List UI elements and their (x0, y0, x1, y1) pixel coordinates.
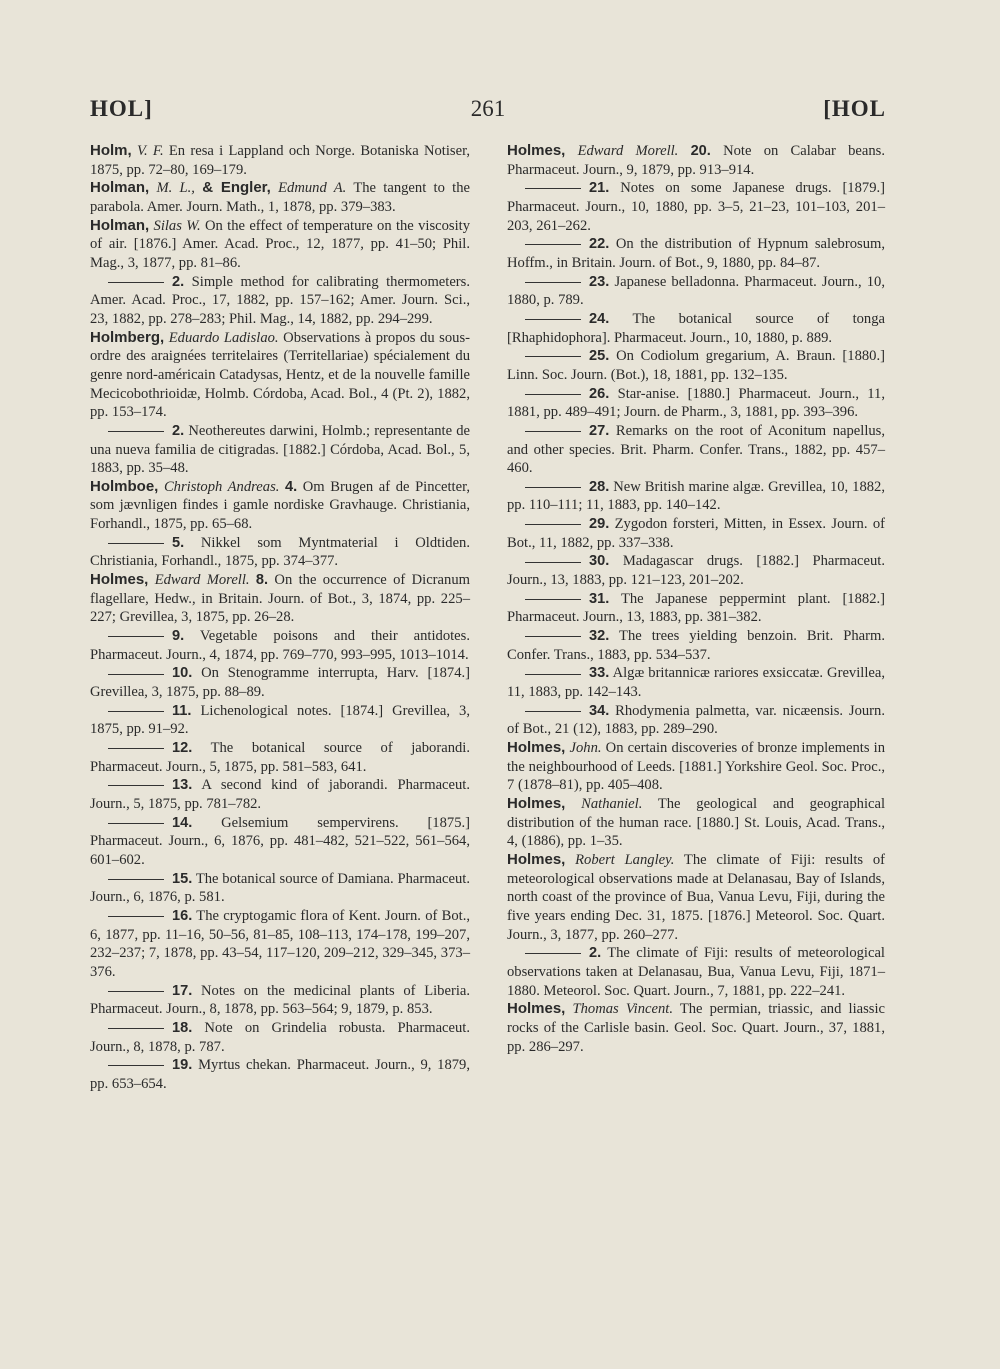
bibliography-subentry (90, 534, 470, 571)
ditto-dash (525, 431, 581, 432)
entry-number: 25. (589, 348, 610, 365)
entry-text: Lichenological notes. [1874.] Grevillea, 3, 1875, pp. 91–92. (90, 702, 471, 738)
entry-text: Japanese belladonna. Pharmaceut. Journ., 10, 1880, p. 789. (507, 273, 885, 309)
entry-number: 4. (285, 478, 298, 495)
bibliography-entry (90, 478, 470, 534)
header-left-guide: HOL] (90, 96, 153, 121)
ditto-dash (108, 636, 164, 637)
entry-text: Madagascar drugs. [1882.] Pharmaceut. Journ., 13, 1883, pp. 121–123, 201–202. (507, 553, 885, 589)
entry-number: 9. (172, 628, 185, 645)
entry-number: 20. (690, 143, 711, 159)
entry-number: 31. (589, 590, 610, 607)
author-surname: Holman, (90, 216, 150, 234)
bibliography-subentry (90, 739, 470, 776)
author-given-name: V. F. (136, 143, 164, 159)
bibliography-subentry (507, 422, 885, 478)
ditto-dash (525, 636, 581, 637)
entry-number: 17. (172, 982, 193, 999)
author-given-name: Eduardo Ladislao. (168, 329, 279, 346)
bibliography-subentry (90, 982, 470, 1019)
ditto-dash (108, 916, 164, 917)
bibliography-subentry (90, 273, 470, 329)
ditto-dash (525, 244, 581, 245)
entry-number: 11. (172, 702, 192, 719)
running-header (90, 96, 886, 130)
entry-number: 2. (172, 273, 185, 290)
entry-text: Myrtus chekan. Pharmaceut. Journ., 9, 1879, pp. 653–654. (90, 1057, 471, 1092)
entry-text: Note on Grindelia robusta. Pharmaceut. Journ., 8, 1878, p. 787. (90, 1019, 471, 1055)
ditto-dash (525, 524, 581, 525)
author-surname: Holmes, (507, 739, 566, 756)
bibliography-entry (90, 142, 470, 179)
bibliography-subentry (507, 590, 885, 627)
author-given-name: M. L., (156, 180, 195, 197)
entry-number: 23. (589, 273, 610, 290)
ditto-dash (525, 282, 581, 283)
ditto-dash (108, 543, 164, 544)
bibliography-subentry (90, 1019, 470, 1056)
right-column (507, 142, 885, 1056)
entry-text: On the distribution of Hypnum salebrosum, Hoffm., in Britain. Journ. of Bot., 9, 1880, pp. 84–87. (507, 236, 885, 271)
bibliography-entry (507, 851, 885, 944)
bibliography-entry (507, 142, 885, 179)
ditto-dash (525, 711, 581, 712)
entry-text: New British marine algæ. Grevillea, 10, 1882, pp. 110–111; 11, 1883, pp. 140–142. (507, 478, 885, 514)
entry-number: 29. (589, 516, 610, 533)
entry-number: 24. (589, 310, 610, 327)
entry-number: 33. (589, 665, 610, 682)
entry-number: 2. (589, 945, 602, 962)
author-surname: Holman, (90, 179, 150, 197)
ditto-dash (108, 1028, 164, 1029)
bibliography-subentry (90, 870, 470, 907)
ditto-dash (525, 319, 581, 320)
author-given-name: Edward Morell. (577, 143, 679, 159)
entry-text: Observations à propos du sous-ordre des araignées territelaires (Territellariae) spécialement du genre nord-américain Catadysas, Hentz, et de la nouvelle famille Mecicobothrioidæ, Holmb. Córdoba, Acad. Bol., 4 (Pt. 2), 1882, pp. 153–174. (90, 329, 470, 421)
entry-number: 13. (172, 777, 193, 794)
author-surname: Holmes, (507, 1000, 566, 1018)
entry-number: 22. (589, 236, 610, 253)
entry-text: En resa i Lappland och Norge. Botaniska Notiser, 1875, pp. 72–80, 169–179. (90, 143, 470, 178)
entry-text: On Codiolum gregarium, A. Braun. [1880.] Linn. Soc. Journ. (Bot.), 18, 1881, pp. 132–135. (507, 348, 885, 383)
entry-number: 16. (172, 907, 193, 924)
left-column (90, 142, 470, 1093)
bibliography-subentry (90, 814, 470, 870)
entry-text: The tangent to the parabola. Amer. Journ. Math., 1, 1878, pp. 379–383. (90, 180, 470, 215)
bibliography-entry (90, 329, 470, 422)
ditto-dash (108, 711, 164, 712)
entry-text: The botanical source of tonga [Rhaphidophora]. Pharmaceut. Journ., 10, 1880, p. 889. (507, 310, 886, 346)
ditto-dash (108, 748, 164, 749)
entry-number: 26. (589, 385, 610, 402)
ditto-dash (108, 282, 164, 283)
entry-text: The botanical source of jaborandi. Pharmaceut. Journ., 5, 1875, pp. 581–583, 641. (90, 740, 470, 775)
bibliography-entry (90, 217, 470, 273)
ditto-dash (525, 188, 581, 189)
bibliography-subentry (507, 944, 885, 1000)
entry-number: 19. (172, 1057, 193, 1074)
bibliography-subentry (507, 179, 885, 235)
ditto-dash (525, 487, 581, 488)
ditto-dash (525, 562, 581, 563)
entry-text: Neothereutes darwini, Holmb.; representante de una nueva familia de citigradas. [1882.] Córdoba, Acad. Bol., 5, 1883, pp. 35–48. (90, 422, 470, 477)
bibliography-subentry (507, 310, 885, 347)
entry-text: Om Brugen af de Pincetter, som jævnligen findes i gamle nordiske Gravhauge. Christiania, Forhandl., 1875, pp. 65–68. (90, 478, 470, 533)
ditto-dash (525, 599, 581, 600)
bibliography-subentry (90, 422, 470, 478)
ditto-dash (525, 394, 581, 395)
entry-text: Algæ britannicæ rariores exsiccatæ. Grevillea, 11, 1883, pp. 142–143. (507, 665, 885, 701)
bibliography-entry (90, 179, 470, 216)
author-given-name: Edward Morell. (154, 572, 250, 589)
author-given-name: Robert Langley. (575, 851, 675, 868)
bibliography-subentry (507, 235, 885, 272)
author-given-name: Nathaniel. (581, 795, 643, 812)
ditto-dash (108, 991, 164, 992)
ditto-dash (108, 431, 164, 432)
entry-text: Star-anise. [1880.] Pharmaceut. Journ., 11, 1881, pp. 489–491; Journ. de Pharm., 3, 1881, pp. 393–396. (507, 385, 885, 421)
entry-text: The climate of Fiji: results of meteorological observations taken at Delanasau, Bua, Vanua Levu, Fiji, 1871–1880. Meteorol. Soc. Quart. Journ., 7, 1881, pp. 222–241. (507, 945, 885, 999)
entry-text: The permian, triassic, and liassic rocks of the Carlisle basin. Geol. Soc. Quart. Journ., 37, 1881, pp. 286–297. (507, 1001, 885, 1055)
bibliography-entry (507, 739, 885, 795)
entry-number: 5. (172, 534, 185, 551)
entry-text: The trees yielding benzoin. Brit. Pharm. Confer. Trans., 1883, pp. 534–537. (507, 628, 885, 663)
bibliography-subentry (90, 664, 470, 701)
entry-number: 30. (589, 553, 610, 570)
bibliography-subentry (507, 385, 885, 422)
entry-text: Vegetable poisons and their antidotes. Pharmaceut. Journ., 4, 1874, pp. 769–770, 993–995, 1013–1014. (90, 628, 470, 663)
author-given-name: Thomas Vincent. (572, 1001, 673, 1018)
bibliography-subentry (507, 627, 885, 664)
bibliography-subentry (507, 552, 885, 589)
author-surname: Holmes, (90, 571, 149, 589)
bibliography-entry (507, 1000, 885, 1056)
page-number: 261 (470, 96, 506, 121)
entry-text: Rhodymenia palmetta, var. nicæensis. Journ. of Bot., 21 (12), 1883, pp. 289–290. (507, 702, 885, 738)
entry-number: 8. (255, 572, 269, 589)
author-given-name: Silas W. (153, 217, 201, 234)
ditto-dash (108, 674, 164, 675)
ditto-dash (108, 879, 164, 880)
author-surname: Holmes, (507, 142, 566, 159)
author-given-name: Christoph Andreas. (163, 478, 280, 495)
ditto-dash (525, 953, 581, 954)
entry-text: Notes on the medicinal plants of Liberia. Pharmaceut. Journ., 8, 1878, pp. 563–564; 9, 1879, p. 853. (90, 982, 470, 1018)
bibliography-subentry (507, 515, 885, 552)
bibliography-subentry (507, 664, 885, 701)
entry-number: 2. (172, 422, 185, 439)
bibliography-subentry (90, 627, 470, 664)
entry-text: Notes on some Japanese drugs. [1879.] Pharmaceut. Journ., 10, 1880, pp. 3–5, 21–23, 101–103, 201–203, 261–262. (507, 180, 885, 234)
coauthor-given-name: Edmund A. (278, 180, 347, 197)
entry-number: 32. (589, 628, 610, 645)
entry-text: Remarks on the root of Aconitum napellus, and other species. Brit. Pharm. Confer. Trans., 1882, pp. 457–460. (507, 422, 885, 477)
entry-number: 10. (172, 665, 193, 682)
author-surname: Holmes, (507, 794, 566, 812)
entry-number: 34. (589, 702, 610, 719)
bibliography-subentry (507, 702, 885, 739)
entry-text: Simple method for calibrating thermometers. Amer. Acad. Proc., 17, 1882, pp. 157–162; Amer. Journ. Sci., 23, 1882, pp. 278–283; Phil. Mag., 14, 1882, pp. 294–299. (90, 273, 470, 327)
author-given-name: John. (569, 740, 602, 756)
author-surname: Holmes, (507, 850, 566, 868)
entry-number: 12. (172, 740, 193, 756)
bibliography-subentry (507, 273, 885, 310)
ditto-dash (108, 823, 164, 824)
entry-text: Zygodon forsteri, Mitten, in Essex. Journ. of Bot., 11, 1882, pp. 337–338. (507, 516, 885, 551)
bibliography-subentry (90, 1056, 470, 1093)
entry-number: 21. (589, 180, 610, 197)
ditto-dash (108, 1065, 164, 1066)
bibliography-subentry (90, 776, 470, 813)
bibliography-entry (507, 795, 885, 851)
bibliography-entry (90, 571, 470, 627)
header-right-guide: [HOL (823, 96, 886, 121)
entry-text: Note on Calabar beans. Pharmaceut. Journ., 9, 1879, pp. 913–914. (507, 143, 885, 178)
entry-text: Nikkel som Myntmaterial i Oldtiden. Christiania, Forhandl., 1875, pp. 374–377. (90, 534, 470, 570)
author-surname: Holm, (90, 142, 132, 159)
entry-text: On the effect of temperature on the viscosity of air. [1876.] Amer. Acad. Proc., 12, 1877, pp. 41–50; Phil. Mag., 3, 1877, pp. 81–86. (90, 217, 470, 271)
entry-number: 15. (172, 870, 193, 887)
entry-number: 27. (589, 422, 610, 439)
entry-text: The Japanese peppermint plant. [1882.] Pharmaceut. Journ., 13, 1883, pp. 381–382. (507, 590, 885, 626)
entry-text: The geological and geographical distribution of the human race. [1880.] St. Louis, Acad. Trans., 4, (1886), pp. 1–35. (507, 795, 886, 850)
bibliography-subentry (507, 347, 885, 384)
ditto-dash (525, 356, 581, 357)
entry-text: The botanical source of Damiana. Pharmaceut. Journ., 6, 1876, p. 581. (90, 870, 470, 906)
entry-number: 18. (172, 1019, 193, 1036)
author-surname: Holmboe, (90, 477, 159, 495)
entry-text: On Stenogramme interrupta, Harv. [1874.] Grevillea, 3, 1875, pp. 88–89. (90, 665, 471, 701)
entry-text: The climate of Fiji: results of meteorological observations made at Delanasau, Bay of Islands, north coast of the province of Bua, Vanua Levu, Fiji, during the five years ending Dec. 31, 1875. [1876.] Meteorol. Soc. Quart. Journ., 3, 1877, pp. 260–277. (507, 851, 885, 943)
ditto-dash (525, 674, 581, 675)
author-surname: Holmberg, (90, 328, 165, 346)
bibliography-subentry (90, 907, 470, 982)
entry-text: The cryptogamic flora of Kent. Journ. of Bot., 6, 1877, pp. 11–16, 50–56, 81–85, 108–113, 174–178, 199–207, 232–237; 7, 1878, pp. 43–54, 117–120, 209–212, 329–345, 373–376. (90, 907, 470, 980)
entry-number: 14. (172, 814, 193, 831)
entry-number: 28. (589, 478, 610, 495)
coauthor-surname: & Engler, (202, 179, 271, 197)
entry-text: On certain discoveries of bronze implements in the neighbourhood of Leeds. [1881.] Yorkshire Geol. Soc. Proc., 7 (1878–81), pp. 405–408. (507, 740, 885, 794)
entry-text: A second kind of jaborandi. Pharmaceut. Journ., 5, 1875, pp. 781–782. (90, 777, 471, 812)
bibliography-subentry (507, 478, 885, 515)
bibliography-subentry (90, 702, 470, 739)
ditto-dash (108, 785, 164, 786)
entry-text: On the occurrence of Dicranum flagellare, Hedw., in Britain. Journ. of Bot., 3, 1874, pp. 225–227; Grevillea, 3, 1875, pp. 26–28. (90, 572, 470, 626)
entry-text: Gelsemium sempervirens. [1875.] Pharmaceut. Journ., 6, 1876, pp. 481–482, 521–522, 561–564, 601–602. (90, 814, 471, 868)
